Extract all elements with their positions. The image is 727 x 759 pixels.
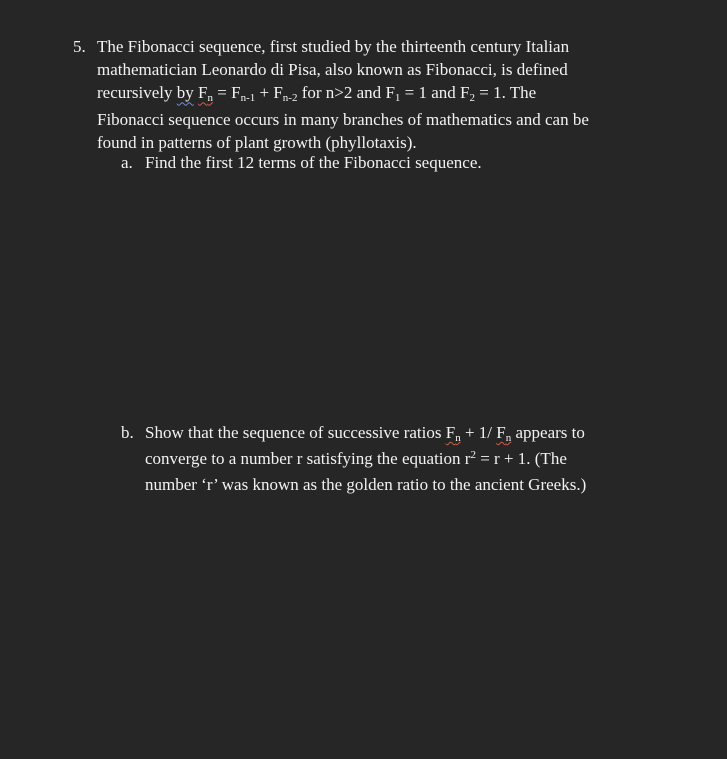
f1-symbol: F [385, 83, 395, 103]
part-b-line-3: number ‘r’ was known as the golden ratio to the ancient Greeks.) [145, 475, 587, 495]
fn2-symbol: F [273, 83, 283, 103]
ratio-f2-symbol: F [496, 423, 506, 442]
question-body [97, 35, 657, 154]
part-b-line-2-suffix: = r + 1. (The [475, 449, 567, 469]
question-line-2: mathematician Leonardo di Pisa, also known as Fibonacci, is defined [97, 60, 568, 80]
ratio-numerator [446, 423, 461, 442]
question-line-1: The Fibonacci sequence, first studied by the thirteenth century Italian [97, 37, 570, 56]
part-a-text: Find the first 12 terms of the Fibonacci sequence. [145, 153, 482, 172]
question-line-3-recurrence [97, 81, 657, 107]
recurrence-by: by [176, 83, 194, 103]
question-line-4: Fibonacci sequence occurs in many branches of mathematics and can be [97, 109, 589, 129]
question-number: 5. [73, 37, 86, 56]
ratio-denominator [496, 423, 511, 442]
fn1-symbol: F [231, 83, 241, 103]
part-a [121, 151, 482, 174]
part-b-line-1-prefix: Show that the sequence of successive ratios [145, 423, 446, 442]
part-b-line-1 [145, 421, 586, 447]
recurrence-fn [198, 83, 213, 105]
fn1-subscript: n-1 [240, 92, 256, 105]
ratio-f2-subscript: n [505, 432, 512, 444]
f2-subscript: 2 [469, 92, 476, 105]
f1-value: = 1 and [400, 83, 461, 103]
question-line-5: found in patterns of plant growth (phyllotaxis). [97, 132, 417, 152]
part-b [121, 421, 587, 495]
fn2-subscript: n-2 [282, 92, 298, 105]
fn-subscript: n [207, 92, 213, 105]
r-squared-exponent: 2 [470, 449, 476, 462]
part-b-line-1-suffix: appears to [511, 423, 585, 442]
recurrence-prefix: recursively [97, 83, 177, 103]
fn-symbol: F [198, 83, 208, 103]
part-b-line-2 [145, 447, 586, 473]
recurrence-plus: + [255, 83, 274, 103]
recurrence-condition: for n>2 and [297, 83, 386, 103]
ratio-f-subscript: n [455, 432, 461, 444]
f1-subscript: 1 [394, 92, 401, 105]
part-b-label: b. [121, 423, 134, 442]
part-a-label: a. [121, 153, 133, 172]
f2-value: = 1. The [475, 83, 537, 103]
ratio-f-symbol: F [445, 423, 456, 442]
part-b-line-2-prefix: converge to a number r satisfying the equation r [145, 449, 471, 469]
ratio-middle: + 1/ [460, 423, 497, 442]
f2-symbol: F [460, 83, 470, 103]
part-b-text [145, 421, 586, 497]
recurrence-equals: = [213, 83, 232, 103]
